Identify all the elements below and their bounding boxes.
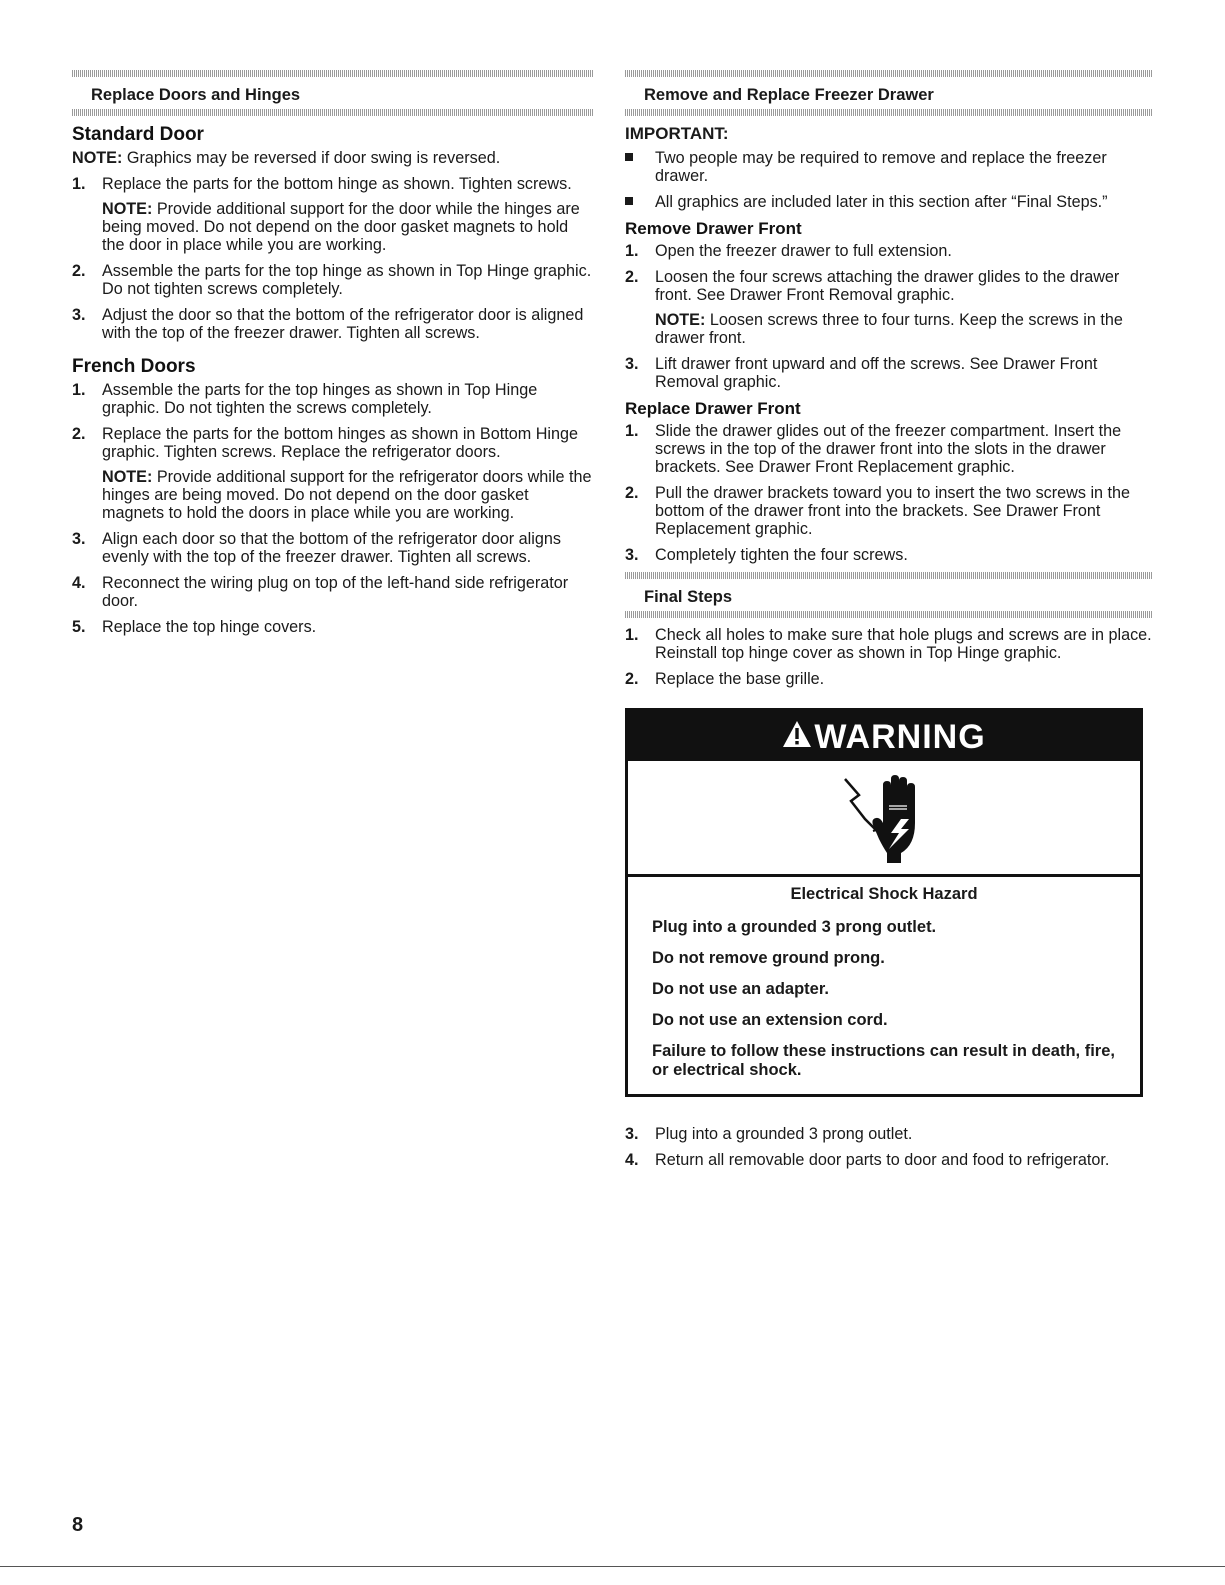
section-header-final-steps [625,572,1153,618]
step-number: 2. [625,484,639,502]
list-item [625,242,1153,260]
important-bullets [625,149,1153,211]
step-number: 2. [72,425,86,443]
final-steps [625,626,1153,688]
step-number: 4. [72,574,86,592]
list-item [72,618,594,636]
step-number: 3. [625,1125,639,1143]
step-number: 2. [625,670,639,688]
step-text: Replace the base grille. [655,670,825,688]
after-warning-steps [625,1125,1153,1169]
section-header-doors-hinges [72,70,594,116]
warning-box [625,708,1143,1097]
header-rule [625,70,1153,77]
french-doors-title: French Doors [72,356,196,377]
list-item [72,175,594,254]
right-column [625,70,1153,1177]
hazard-title: Electrical Shock Hazard [790,885,978,903]
section-header-freezer-drawer [625,70,1153,116]
step-number: 1. [72,175,86,193]
step-text: Loosen the four screws attaching the drawer glides to the drawer front. See Drawer Front Removal graphic. [655,268,1120,304]
warning-line: Do not remove ground prong. [652,949,885,967]
step-number: 4. [625,1151,639,1169]
step-text: Adjust the door so that the bottom of the refrigerator door is aligned with the top of the freezer drawer. Tighten all screws. [102,306,584,342]
step-text: Assemble the parts for the top hinges as shown in Top Hinge graphic. Do not tighten the screws completely. [102,381,538,417]
note-text: Graphics may be reversed if door swing is reversed. [122,149,501,167]
step-text: Replace the parts for the bottom hinge as shown. Tighten screws. [102,175,572,193]
step-number: 3. [72,306,86,324]
step-number: 5. [72,618,86,636]
step-number: 1. [625,242,639,260]
standard-door-title: Standard Door [72,124,204,145]
warning-title: WARNING [814,718,986,756]
header-rule [625,572,1153,579]
list-item [72,425,594,522]
warning-header [628,711,1140,761]
note-label: NOTE: [72,149,123,167]
note-label: NOTE: [102,468,153,486]
remove-drawer-front-title: Remove Drawer Front [625,219,802,238]
french-doors-steps [72,381,594,636]
list-item [72,574,594,610]
list-item [625,193,1153,211]
step-number: 3. [625,355,639,373]
bullet-text: All graphics are included later in this section after “Final Steps.” [655,193,1108,211]
left-column [72,70,594,644]
bullet-square-icon [625,197,633,205]
header-rule [625,109,1153,116]
list-item [625,670,1153,688]
step-number: 3. [72,530,86,548]
replace-drawer-front-steps [625,422,1153,564]
step-number: 1. [625,422,639,440]
step-number: 3. [625,546,639,564]
step-text: Assemble the parts for the top hinge as shown in Top Hinge graphic. Do not tighten screws completely. [102,262,592,298]
step-text: Lift drawer front upward and off the screws. See Drawer Front Removal graphic. [655,355,1098,391]
list-item [72,381,594,417]
step-text: Replace the parts for the bottom hinges as shown in Bottom Hinge graphic. Tighten screws. Replace the refrigerator doors. [102,425,578,461]
note-label: NOTE: [655,311,706,329]
step-number: 2. [72,262,86,280]
step-note [102,468,594,522]
step-text: Return all removable door parts to door and food to refrigerator. [655,1151,1110,1169]
step-text: Completely tighten the four screws. [655,546,908,564]
standard-door-steps [72,175,594,342]
note-label: NOTE: [102,200,153,218]
warning-text [628,877,1140,1094]
step-number: 2. [625,268,639,286]
step-text: Plug into a grounded 3 prong outlet. [655,1125,913,1143]
step-text: Check all holes to make sure that hole plugs and screws are in place. Reinstall top hinge cover as shown in Top Hinge graphic. [655,626,1152,662]
standard-door-note [72,149,594,167]
warning-icon-area [628,761,1140,877]
note-text: Provide additional support for the door while the hinges are being moved. Do not depend on the door gasket magnets to hold the door in place while you are working. [102,200,580,254]
list-item [625,422,1153,476]
warning-line: Do not use an adapter. [652,980,829,998]
step-text: Slide the drawer glides out of the freezer compartment. Insert the screws in the top of the drawer front into the slots in the drawer brackets. See Drawer Front Replacement graphic. [655,422,1122,476]
list-item [625,1151,1153,1169]
section-header-text: Replace Doors and Hinges [91,86,301,104]
list-item [625,268,1153,347]
header-rule [72,109,594,116]
list-item [625,546,1153,564]
note-text: Provide additional support for the refrigerator doors while the hinges are being moved. Do not depend on the door gasket magnets to hold the doors in place while you are working. [102,468,592,522]
list-item [625,149,1153,185]
electric-shock-hand-icon [839,773,929,863]
step-text: Replace the top hinge covers. [102,618,317,636]
remove-drawer-front-steps [625,242,1153,391]
replace-drawer-front-title: Replace Drawer Front [625,399,801,418]
step-note [102,200,594,254]
section-header-text: Final Steps [644,588,733,606]
note-text: Loosen screws three to four turns. Keep the screws in the drawer front. [655,311,1123,347]
list-item [625,484,1153,538]
step-number: 1. [72,381,86,399]
step-text: Open the freezer drawer to full extension. [655,242,952,260]
list-item [625,355,1153,391]
warning-line: Failure to follow these instructions can result in death, fire, or electrical shock. [652,1042,1115,1079]
section-header-text: Remove and Replace Freezer Drawer [644,86,934,104]
list-item [72,306,594,342]
step-text: Reconnect the wiring plug on top of the left-hand side refrigerator door. [102,574,569,610]
page-number: 8 [72,1514,84,1536]
step-note [655,311,1153,347]
list-item [72,262,594,298]
step-text: Pull the drawer brackets toward you to insert the two screws in the bottom of the drawer front into the brackets. See Drawer Front Replacement graphic. [655,484,1131,538]
important-label: IMPORTANT: [625,124,729,143]
warning-line: Plug into a grounded 3 prong outlet. [652,918,937,936]
bullet-text: Two people may be required to remove and replace the freezer drawer. [655,149,1107,185]
step-number: 1. [625,626,639,644]
list-item [625,1125,1153,1143]
list-item [625,626,1153,662]
list-item [72,530,594,566]
warning-line: Do not use an extension cord. [652,1011,888,1029]
warning-triangle-icon [782,711,812,763]
header-rule [625,611,1153,618]
page-bottom-rule [0,1566,1225,1567]
step-text: Align each door so that the bottom of the refrigerator door aligns evenly with the top of the freezer drawer. Tighten all screws. [102,530,561,566]
header-rule [72,70,594,77]
bullet-square-icon [625,153,633,161]
